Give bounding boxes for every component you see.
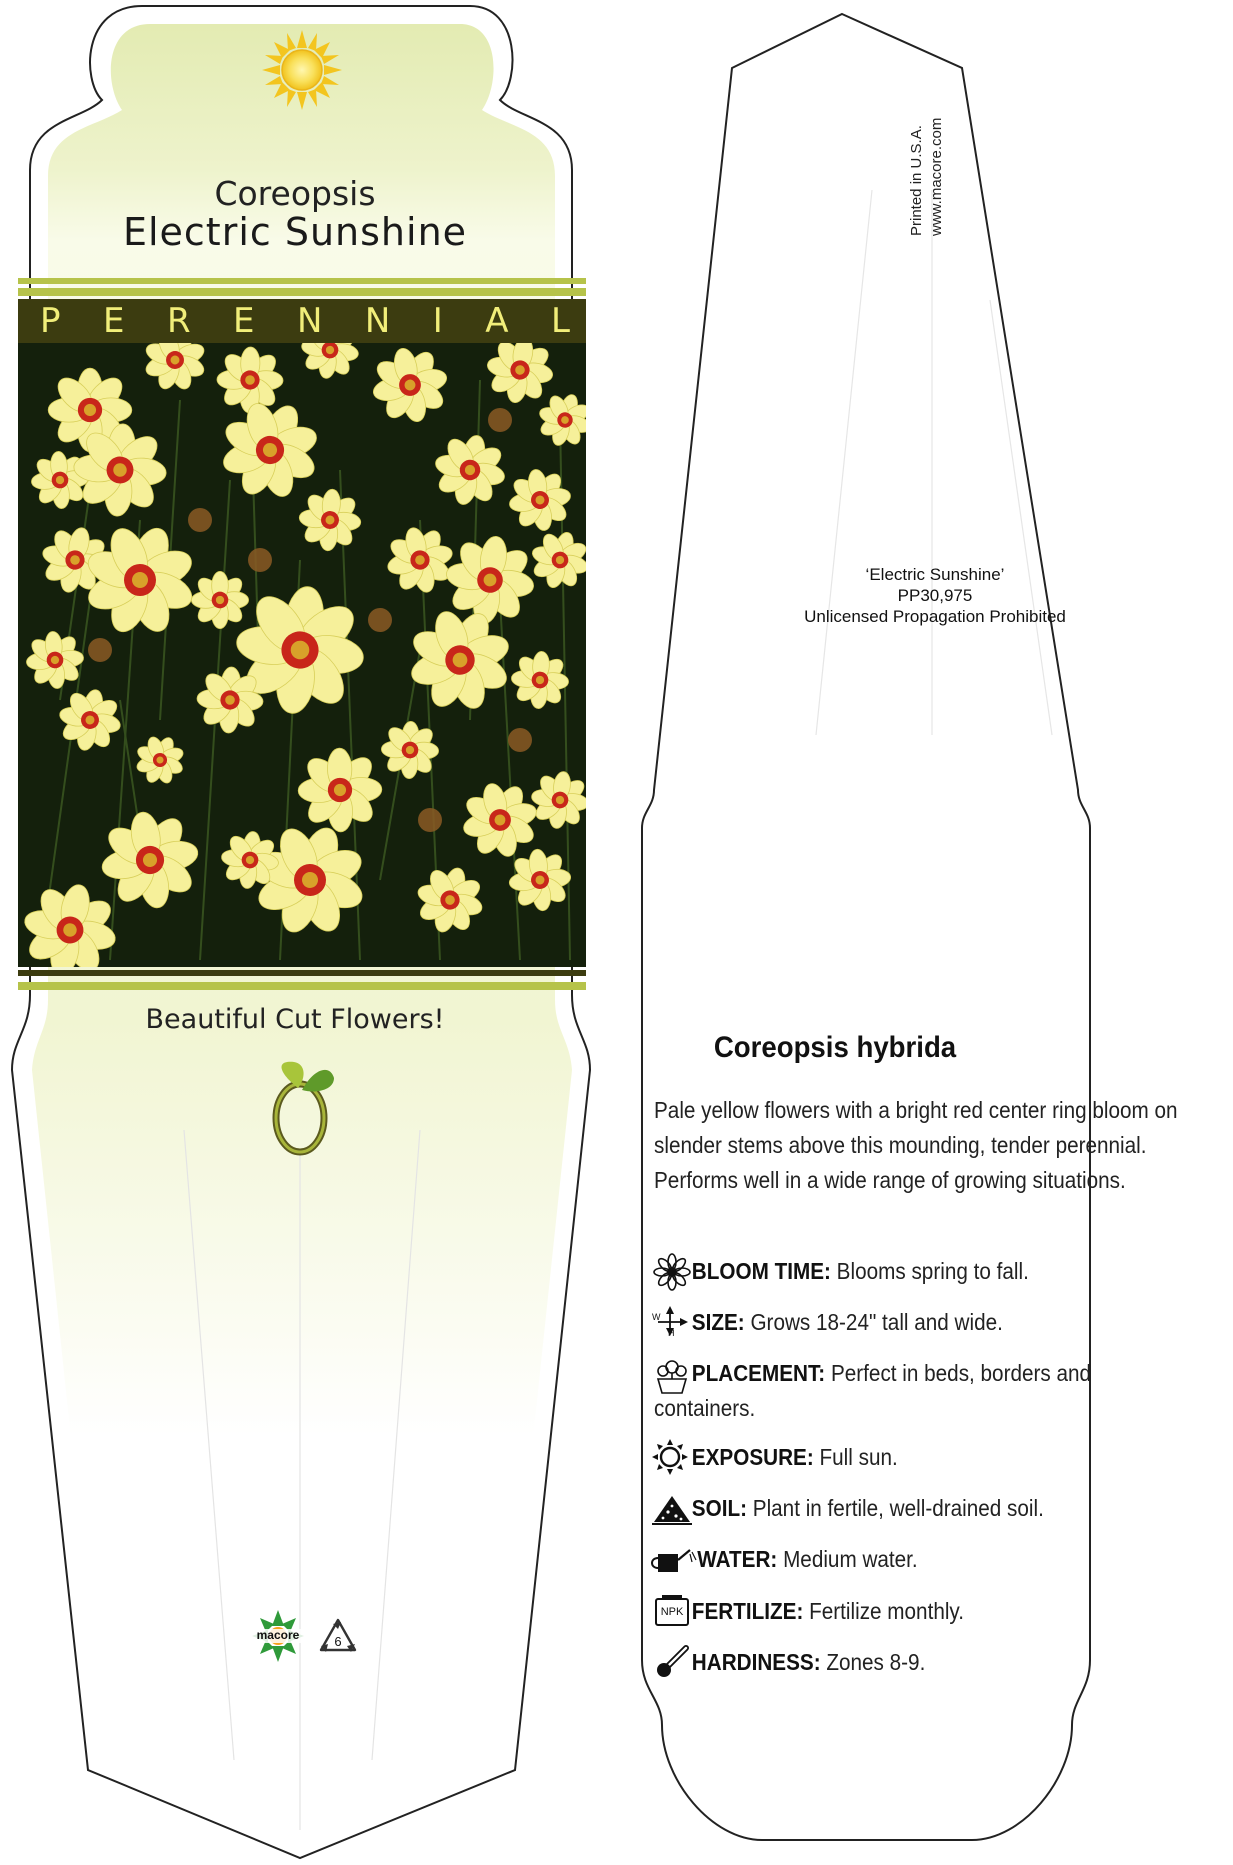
front-cultivar: Electric Sunshine: [122, 210, 468, 254]
size-h-label: H: [668, 1328, 675, 1338]
perennial-letter: P: [40, 301, 61, 341]
stripe-top: [18, 288, 586, 296]
stripe-bottom-green: [18, 982, 586, 990]
stripe-top-thin: [18, 278, 586, 284]
perennial-letter: I: [432, 301, 443, 341]
flower-photo: [6, 317, 600, 993]
patent-block: [740, 564, 1130, 627]
npk-label: NPK: [660, 1606, 684, 1618]
spent-bloom: [248, 548, 272, 572]
patent-notice: Unlicensed Propagation Prohibited: [804, 607, 1066, 626]
perennial-letter: N: [364, 301, 391, 341]
attr-size: SIZE: Grows 18-24" tall and wide.: [691, 1309, 1003, 1335]
spent-bloom: [508, 728, 532, 752]
attr-water: WATER: Medium water.: [697, 1546, 918, 1572]
attr-hardiness: HARDINESS: Zones 8-9.: [691, 1649, 926, 1675]
spent-bloom: [88, 638, 112, 662]
perennial-band: [18, 299, 586, 343]
patent-cultivar: ‘Electric Sunshine’: [865, 565, 1005, 584]
attr-fertilize: FERTILIZE: Fertilize monthly.: [691, 1598, 965, 1624]
spent-bloom: [418, 808, 442, 832]
macore-website: www.macore.com: [928, 117, 945, 236]
spent-bloom: [368, 608, 392, 632]
scientific-name: Coreopsis hybrida: [713, 1031, 957, 1064]
perennial-letter: L: [551, 301, 570, 341]
attr-exposure: EXPOSURE: Full sun.: [691, 1444, 898, 1470]
attr-bloom-time: BLOOM TIME: Blooms spring to fall.: [691, 1258, 1029, 1284]
front-sun-icon: [262, 30, 342, 110]
attr-soil: SOIL: Plant in fertile, well-drained soil.: [691, 1495, 1044, 1521]
spent-bloom: [188, 508, 212, 532]
perennial-letter: N: [296, 301, 323, 341]
printed-in-usa: Printed in U.S.A.: [908, 125, 925, 236]
recycle-number: 6: [334, 1634, 342, 1649]
perennial-letter: E: [233, 301, 255, 341]
stripe-bottom: [18, 970, 586, 976]
front-genus: Coreopsis: [214, 174, 376, 213]
patent-number: PP30,975: [897, 586, 973, 605]
brand-wordmark: macore: [256, 1628, 300, 1642]
size-w-label: W: [652, 1312, 661, 1322]
perennial-letter: R: [166, 301, 191, 341]
plant-description: Pale yellow flowers with a bright red center ring bloom on slender stems above this mounding, tender perennial. Performs well in a wide range of growing situations.: [654, 1097, 1178, 1193]
front-tagline: Beautiful Cut Flowers!: [145, 1004, 445, 1035]
attr-placement: PLACEMENT: Perfect in beds, borders and containers.: [654, 1360, 1092, 1421]
perennial-letter: E: [102, 301, 125, 341]
spent-bloom: [488, 408, 512, 432]
perennial-letter: A: [485, 301, 509, 341]
